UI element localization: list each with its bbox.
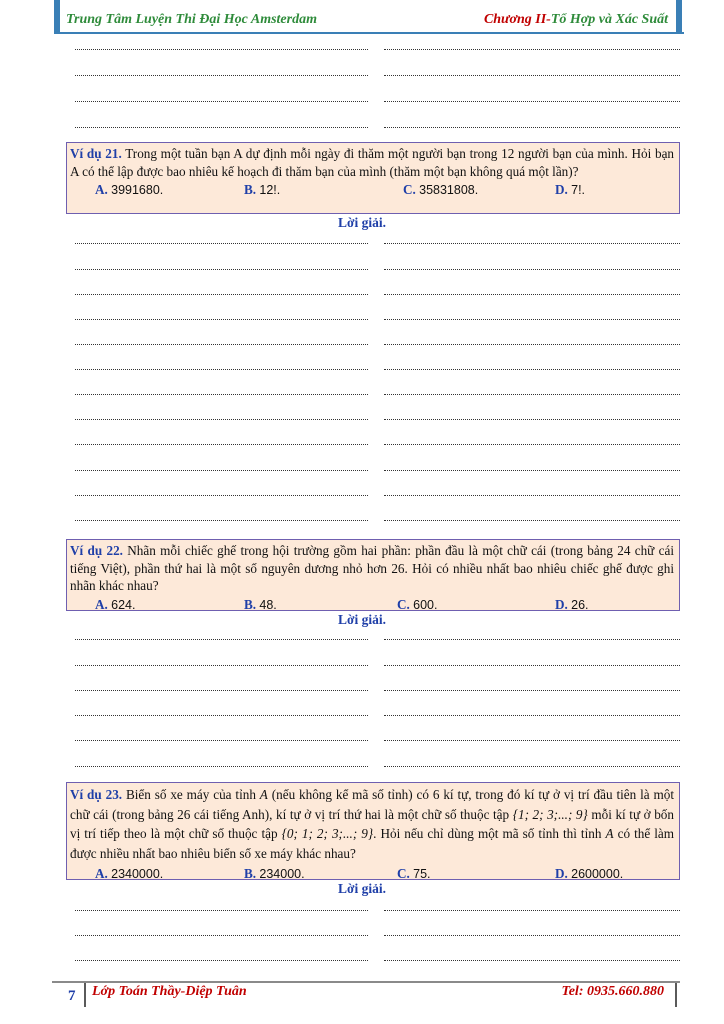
- footer-rule: [52, 981, 680, 983]
- option-key: B.: [244, 866, 257, 881]
- answer-dotted-line: [75, 294, 368, 295]
- answer-dotted-line: [384, 319, 680, 320]
- example-21-box: [66, 142, 680, 214]
- answer-dotted-line: [384, 394, 680, 395]
- example-23-text-2: (nếu không kể mã số tỉnh) có 6 kí tự, trong đó kí tự ở vị trí đầu tiên là một chữ cái (trong bảng 26 cái tiếng Anh), kí tự ở vị trí thứ hai là một chữ số thuộc tập: [70, 787, 675, 822]
- header-left-tick: [54, 0, 60, 34]
- answer-dotted-line: [75, 369, 368, 370]
- option-key: A.: [95, 596, 108, 612]
- example-21-text: Trong một tuần bạn A dự định mỗi ngày đi thăm một người bạn trong 12 người bạn của mình. Hỏi bạn A có thể lập được bao nhiêu kế hoạch đi thăm bạn của mình (thăm một bạn không quá một lần)?: [70, 146, 675, 179]
- answer-dotted-line: [75, 269, 368, 270]
- answer-dotted-line: [384, 960, 680, 961]
- answer-dotted-line: [384, 665, 680, 666]
- page-header: [0, 0, 724, 34]
- answer-dotted-line: [75, 910, 368, 911]
- example-22-text: Nhãn mỗi chiếc ghế trong hội trường gồm hai phần: phần đầu là một chữ cái (trong bảng 24 chữ cái tiếng Việt), phần thứ hai là một số nguyên dương nhỏ hơn 26. Hỏi có nhiều nhất bao nhiêu chiếc ghế được ghi nhãn khác nhau?: [70, 543, 674, 593]
- answer-dotted-line: [384, 419, 680, 420]
- option-value: 600.: [413, 597, 438, 612]
- answer-dotted-line: [75, 766, 368, 767]
- answer-dotted-line: [384, 470, 680, 471]
- answer-dotted-line: [75, 960, 368, 961]
- solution-heading-23: Lời giải.: [338, 881, 386, 896]
- option-key: C.: [397, 596, 410, 612]
- option-value: 35831808.: [419, 183, 479, 197]
- answer-dotted-line: [384, 690, 680, 691]
- answer-dotted-line: [75, 690, 368, 691]
- answer-dotted-line: [75, 470, 368, 471]
- example-22-box: [66, 539, 680, 611]
- header-center-name: Trung Tâm Luyện Thi Đại Học Amsterdam: [66, 12, 317, 27]
- answer-dotted-line: [75, 75, 368, 76]
- answer-dotted-line: [384, 715, 680, 716]
- option-value: 26.: [571, 597, 589, 612]
- header-right-tick: [676, 0, 682, 34]
- example-23-text-3: mỗi kí tự ở bốn vị trí tiếp theo là một chữ số thuộc tập: [70, 806, 674, 841]
- footer-right-divider: [675, 983, 677, 1007]
- example-23-box: [66, 782, 680, 880]
- answer-dotted-line: [384, 101, 680, 102]
- answer-dotted-line: [75, 243, 368, 244]
- option-key: D.: [555, 596, 568, 612]
- answer-dotted-line: [384, 740, 680, 741]
- example-21-label: Ví dụ 21.: [70, 146, 122, 161]
- answer-dotted-line: [75, 127, 368, 128]
- answer-dotted-line: [384, 935, 680, 936]
- example-23-options: [70, 864, 674, 881]
- example-23-label: Ví dụ 23.: [70, 787, 123, 802]
- example-23-var-a-2: A: [605, 826, 614, 841]
- answer-dotted-line: [75, 101, 368, 102]
- answer-dotted-line: [384, 49, 680, 50]
- footer-phone: Tel: 0935.660.880: [561, 984, 664, 999]
- example-23-var-a: A: [259, 787, 268, 802]
- footer-class-name: Lớp Toán Thầy-Diệp Tuân: [92, 984, 247, 999]
- option-value: 7!.: [571, 183, 586, 197]
- option-a[interactable]: [95, 181, 163, 200]
- page-number: 7: [68, 988, 76, 1004]
- solution-heading-22: Lời giải.: [338, 612, 386, 627]
- answer-dotted-line: [384, 520, 680, 521]
- example-21-options: [70, 181, 674, 198]
- answer-dotted-line: [75, 715, 368, 716]
- option-value: 75.: [413, 867, 431, 881]
- option-value: 3991680.: [111, 183, 164, 197]
- answer-dotted-line: [384, 75, 680, 76]
- answer-dotted-line: [384, 344, 680, 345]
- option-b[interactable]: [244, 181, 280, 200]
- option-value: 2600000.: [571, 867, 624, 881]
- option-value: 2340000.: [111, 867, 164, 881]
- example-22-options: [70, 596, 674, 613]
- answer-dotted-line: [384, 639, 680, 640]
- option-key: D.: [555, 866, 568, 881]
- answer-dotted-line: [75, 665, 368, 666]
- answer-dotted-line: [75, 639, 368, 640]
- option-value: 234000.: [259, 867, 305, 881]
- answer-dotted-line: [75, 49, 368, 50]
- answer-dotted-line: [384, 369, 680, 370]
- example-23-set-1: {1; 2; 3;...; 9}: [512, 806, 588, 822]
- answer-dotted-line: [384, 127, 680, 128]
- answer-dotted-line: [75, 419, 368, 420]
- option-value: 48.: [259, 597, 277, 612]
- answer-dotted-line: [75, 495, 368, 496]
- answer-dotted-line: [75, 740, 368, 741]
- answer-dotted-line: [75, 344, 368, 345]
- header-chapter-topic: Tổ Hợp và Xác Suất: [550, 12, 668, 27]
- option-key: B.: [244, 182, 257, 197]
- option-d[interactable]: [555, 181, 585, 200]
- example-23-text-1: Biển số xe máy của tỉnh: [125, 787, 260, 802]
- option-key: C.: [397, 866, 410, 881]
- option-value: 12!.: [259, 183, 281, 197]
- answer-dotted-line: [384, 766, 680, 767]
- header-rule: [56, 32, 684, 34]
- example-22-label: Ví dụ 22.: [70, 543, 123, 558]
- option-c[interactable]: [403, 181, 478, 200]
- solution-heading-21: Lời giải.: [338, 215, 386, 230]
- answer-dotted-line: [75, 394, 368, 395]
- option-key: A.: [95, 182, 108, 197]
- answer-dotted-line: [384, 294, 680, 295]
- option-key: A.: [95, 866, 108, 881]
- answer-dotted-line: [75, 444, 368, 445]
- option-value: 624.: [111, 597, 136, 612]
- answer-dotted-line: [75, 319, 368, 320]
- option-key: D.: [555, 182, 568, 197]
- example-23-set-2: {0; 1; 2; 3;...; 9}: [281, 826, 374, 841]
- example-23-text-4: . Hỏi nếu chỉ dùng một mã số tỉnh thì tỉnh: [373, 826, 606, 841]
- answer-dotted-line: [384, 495, 680, 496]
- example-23-text-5: có thể làm được nhiều nhất bao nhiêu biển số xe máy khác nhau?: [70, 826, 674, 861]
- option-key: B.: [244, 596, 257, 612]
- answer-dotted-line: [384, 243, 680, 244]
- answer-dotted-line: [384, 269, 680, 270]
- answer-dotted-line: [384, 444, 680, 445]
- answer-dotted-line: [75, 520, 368, 521]
- answer-dotted-line: [75, 935, 368, 936]
- header-chapter-number: Chương II-: [483, 12, 551, 27]
- answer-dotted-line: [384, 910, 680, 911]
- footer-left-divider: [84, 983, 86, 1007]
- header-chapter: [484, 12, 668, 28]
- option-key: C.: [403, 182, 416, 197]
